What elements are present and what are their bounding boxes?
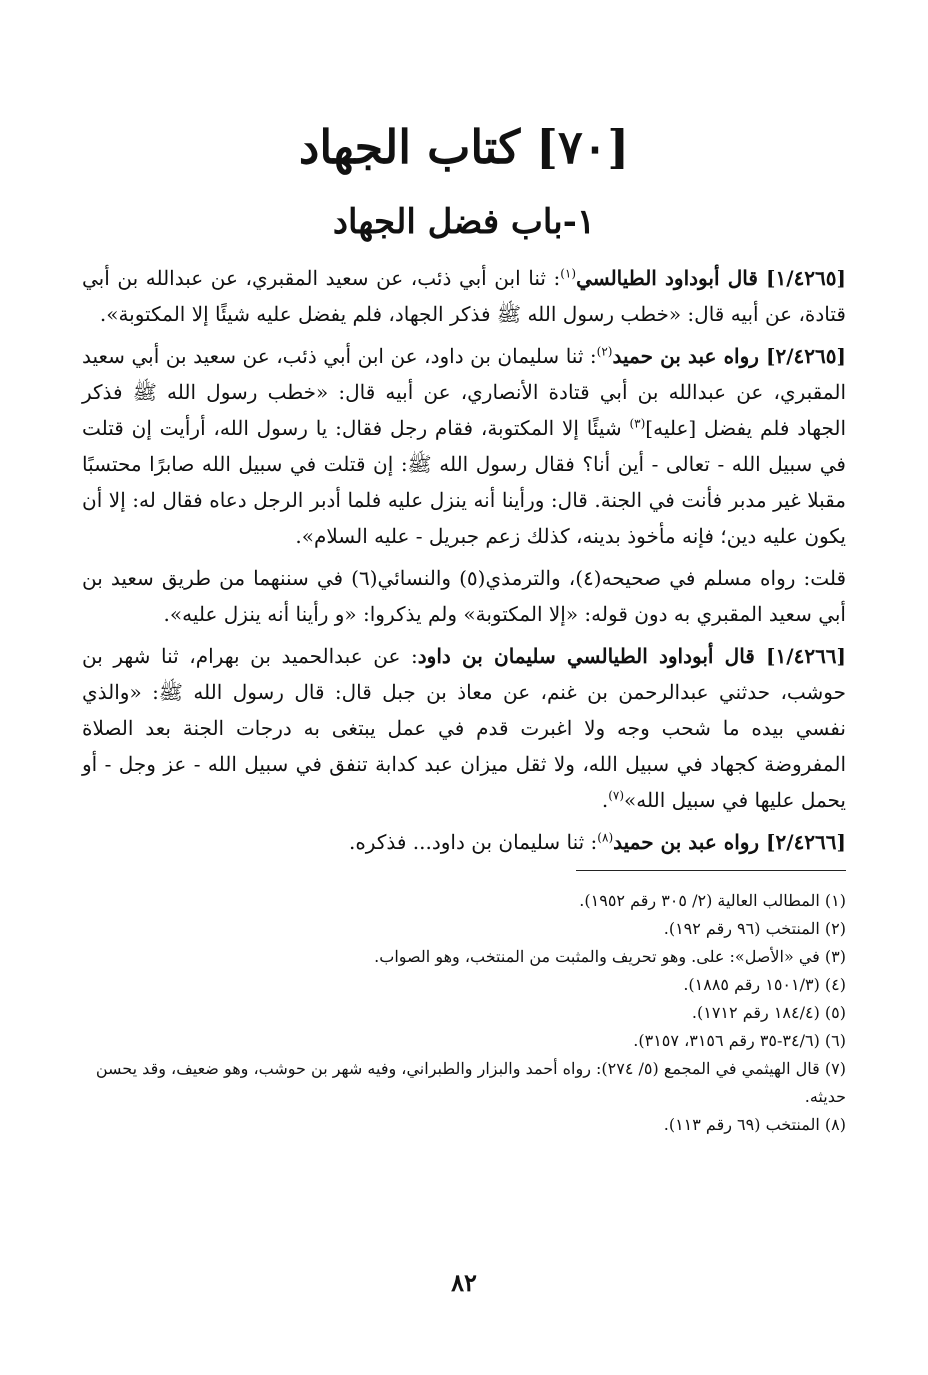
footnote: (٧) قال الهيثمي في المجمع (٥/ ٢٧٤): رواه أحمد والبزار والطبراني، وفيه شهر بن حوشب، وهو ضعيف، وقد يحسن حديثه.: [95, 1059, 846, 1106]
footnote: (٤) (١٥٠١/٣ رقم ١٨٨٥).: [683, 975, 846, 994]
footnote-divider: [576, 870, 846, 871]
hadith-paragraph: [82, 260, 846, 332]
hadith-paragraph: [82, 824, 846, 860]
footnote: (٦) (٣٤/٦-٣٥ رقم ٣١٥٦، ٣١٥٧).: [633, 1031, 846, 1050]
hadith-paragraph: [82, 638, 846, 818]
hadith-text: : ثنا سليمان بن داود، عن ابن أبي ذئب، عن سعيد بن أبي سعيد المقبري، عن عبدالله بن أبي قتادة الأنصاري، عن أبيه قال: «خطب رسول الله ﷺ فذكر الجهاد فلم يفضل [عليه]: [82, 344, 847, 440]
hadith-label: [١/٤٢٦٥] قال أبوداود الطيالسي: [576, 266, 846, 290]
hadith-label: [١/٤٢٦٦] قال أبوداود الطيالسي سليمان بن داود: [417, 644, 847, 668]
book-title: [٧٠] كتاب الجهاد: [298, 120, 630, 174]
footnote-ref: (٢): [596, 344, 613, 359]
footnote: (٢) المنتخب (٩٦ رقم ١٩٢).: [663, 919, 846, 938]
hadith-label: [٢/٤٢٦٦] رواه عبد بن حميد: [613, 830, 846, 854]
chapter-title: ١-باب فضل الجهاد: [332, 202, 596, 242]
hadith-text-cont: .: [601, 788, 609, 812]
footnote: (٥) (١٨٤/٤ رقم ١٧١٢).: [691, 1003, 846, 1022]
hadith-label: [٢/٤٢٦٥] رواه عبد بن حميد: [612, 344, 846, 368]
footnote: (١) المطالب العالية (٢/ ٣٠٥ رقم ١٩٥٢).: [579, 891, 846, 910]
page-number: ٨٢: [451, 1268, 477, 1297]
footnote-ref: (٣): [629, 416, 646, 431]
footnote-ref: (٧): [608, 788, 625, 803]
hadith-text: : عن عبدالحميد بن بهرام، ثنا شهر بن حوشب، حدثني عبدالرحمن بن غنم، عن معاذ بن جبل قال: قال رسول الله ﷺ: «والذي نفسي بيده ما شحب وجه ولا اغبرت قدم في عمل يبتغى به درجات الجنة بعد الصلاة المفروضة كجهاد في سبيل الله، ولا ثقل ميزان عبد كدابة تنفق في سبيل الله - عز وجل - أو يحمل عليها في سبيل الله»: [82, 644, 846, 812]
commentary-text: قلت: رواه مسلم في صحيحه(٤)، والترمذي(٥) والنسائي(٦) في سننهما من طريق سعيد بن أبي سعيد المقبري به دون قوله: «إلا المكتوبة» ولم يذكروا: «و رأينا أنه ينزل عليه».: [82, 566, 847, 626]
footnotes: [82, 887, 846, 1139]
footnote: (٣) في «الأصل»: على. وهو تحريف والمثبت من المنتخب، وهو الصواب.: [374, 947, 846, 966]
hadith-text: : ثنا ابن أبي ذئب، عن سعيد المقبري، عن عبدالله بن أبي قتادة، عن أبيه قال: «خطب رسول الله ﷺ فذكر الجهاد، فلم يفضل عليه شيئًا إلا المكتوبة».: [82, 266, 846, 326]
hadith-text: : ثنا سليمان بن داود... فذكره.: [348, 830, 598, 854]
commentary-paragraph: [82, 560, 846, 632]
body-text: [82, 260, 846, 860]
footnote-ref: (١): [560, 266, 577, 281]
footnote-ref: (٨): [597, 830, 614, 845]
hadith-text-cont: شيئًا إلا المكتوبة، فقام رجل فقال: يا رسول الله، أرأيت إن قتلت في سبيل الله - تعالى - أين أنا؟ فقال رسول الله ﷺ: إن قتلت في سبيل الله صابرًا محتسبًا مقبلا غير مدبر فأنت في الجنة. قال: ورأينا أنه ينزل عليه فلما أدبر الرجل دعاه فقال له: إلا أن يكون عليه دين؛ فإنه مأخوذ بدينه، كذلك زعم جبريل - عليه السلام».: [82, 416, 846, 548]
footnote: (٨) المنتخب (٦٩ رقم ١١٣).: [663, 1115, 846, 1134]
hadith-paragraph: [82, 338, 846, 554]
